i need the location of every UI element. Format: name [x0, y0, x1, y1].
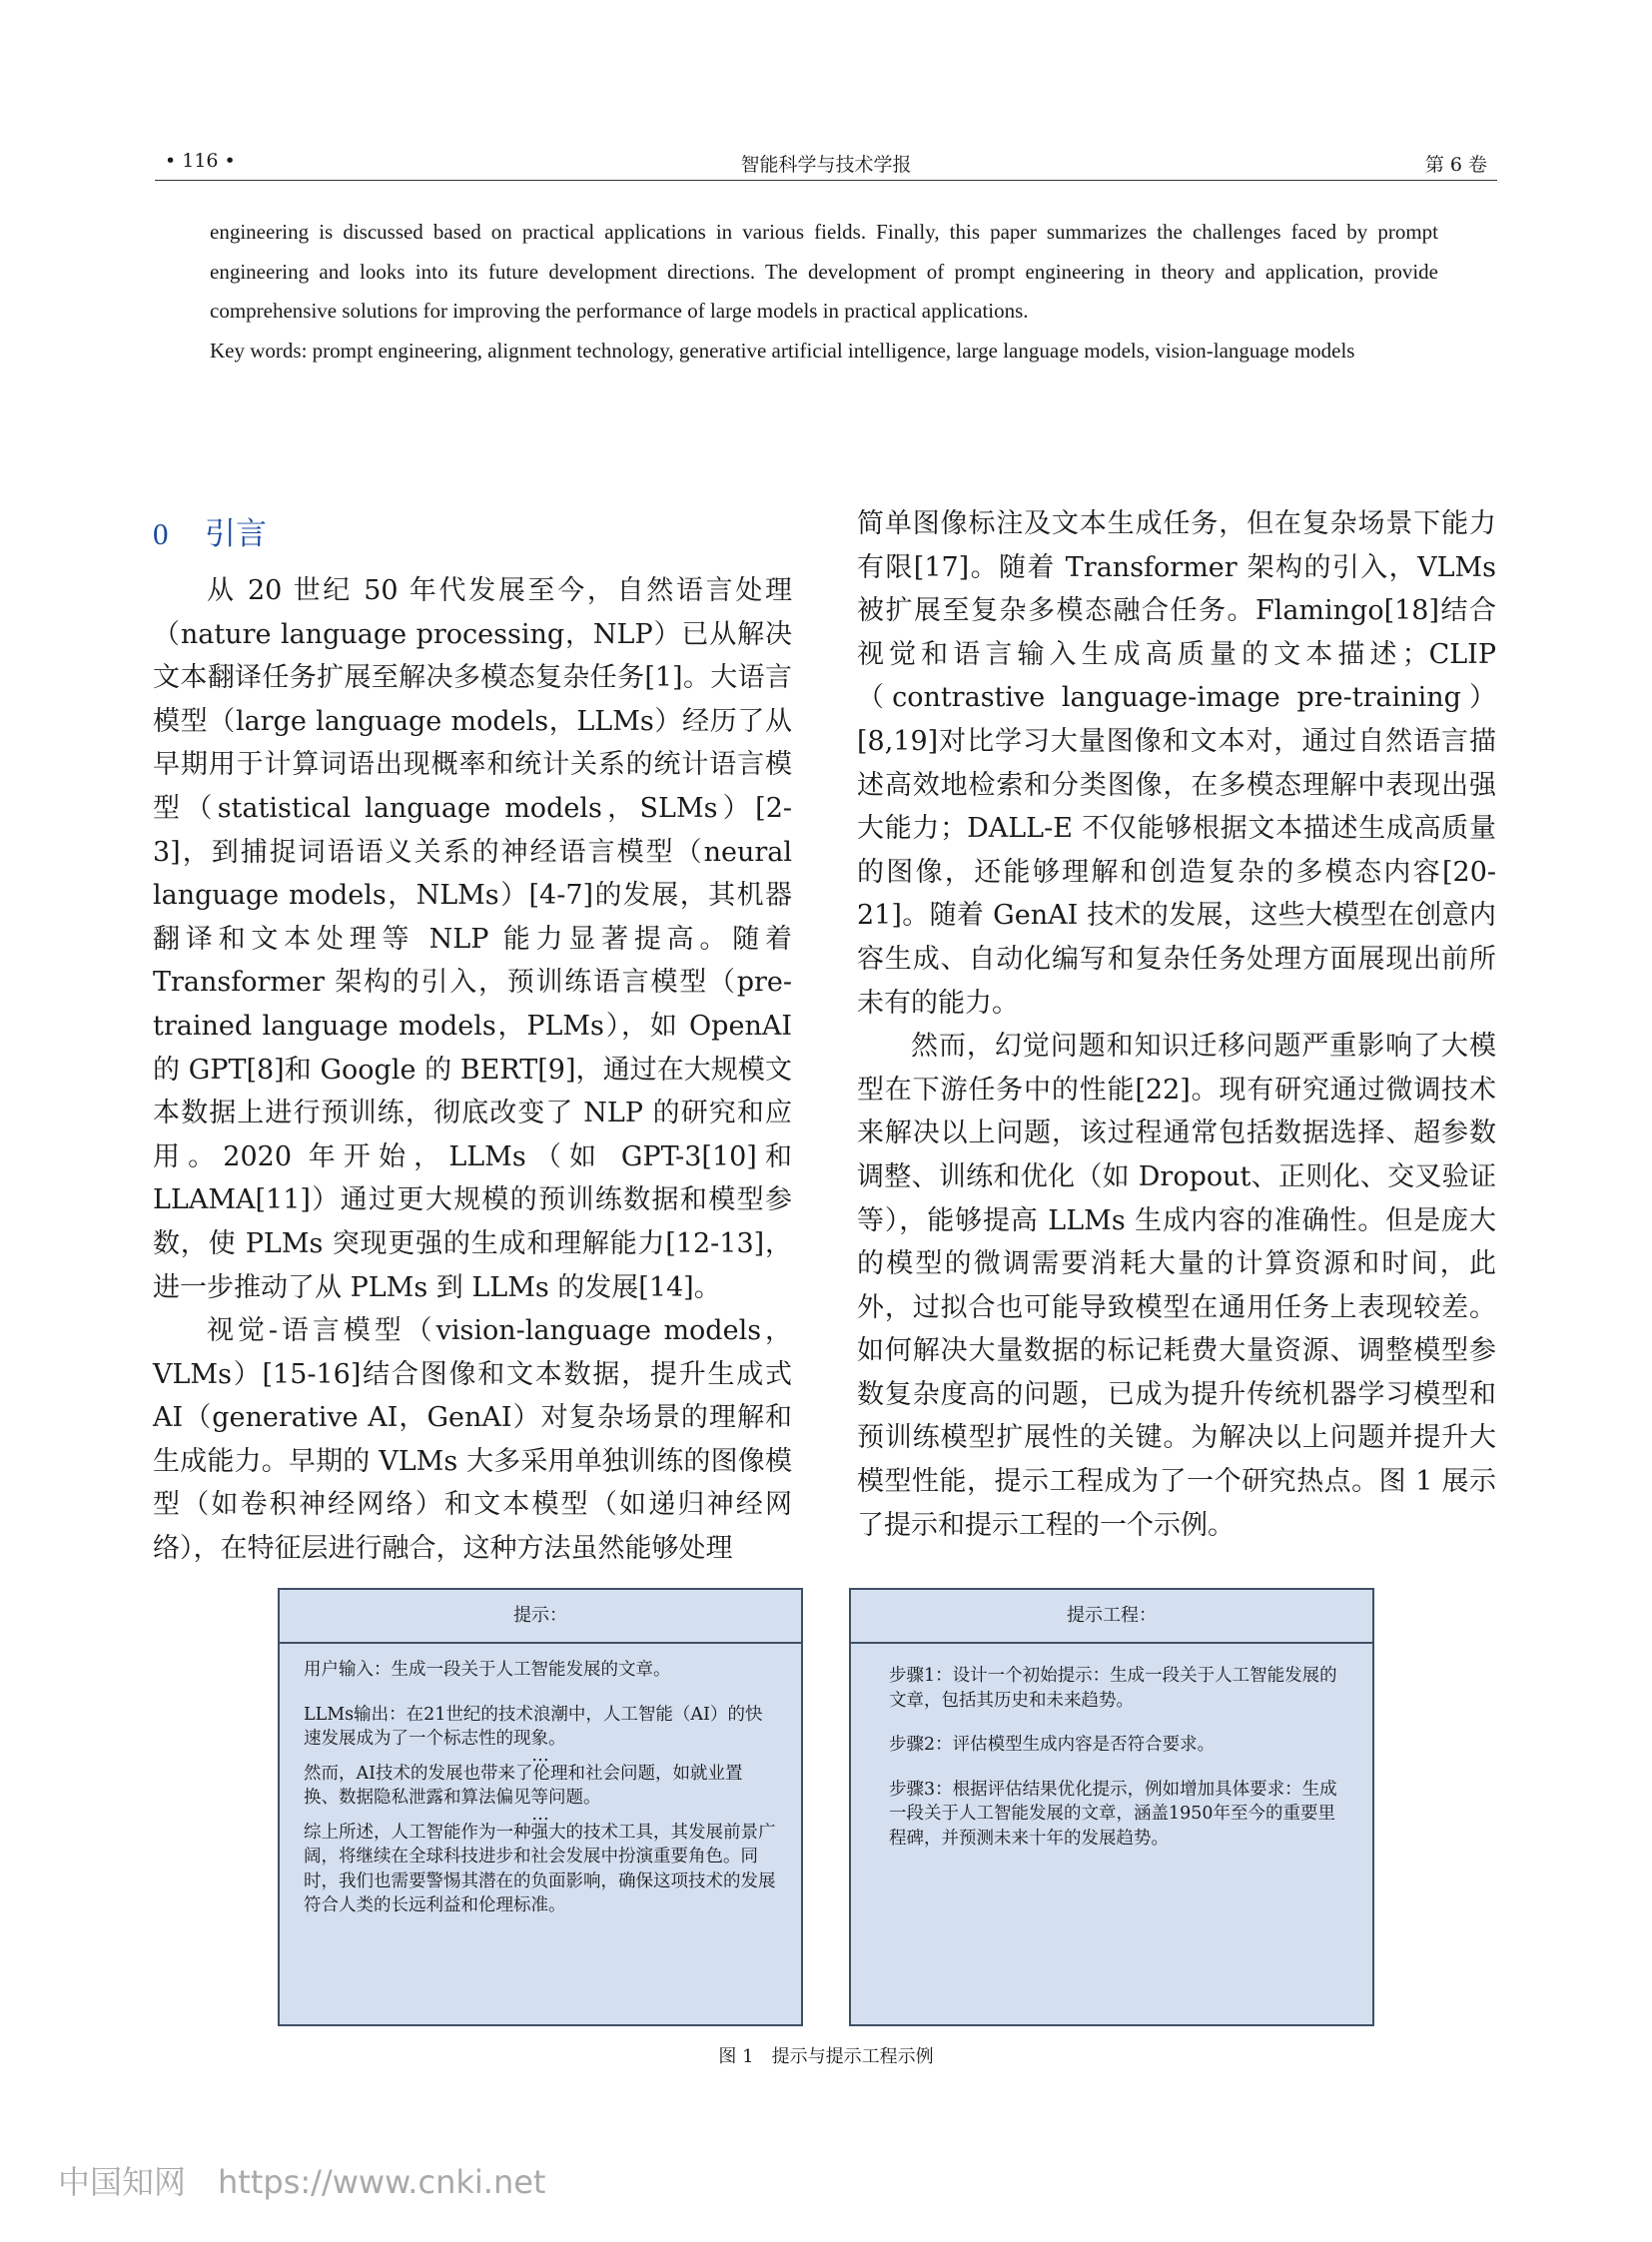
keywords: Key words: prompt engineering, alignment technology, generative artificial intelligence, large language models, vision-language models [210, 338, 1355, 363]
llm-output-paragraph-3: 综上所述，人工智能作为一种强大的技术工具，其发展前景广阔，将继续在全球科技进步和社会发展中扮演重要角色。同时，我们也需要警惕其潜在的负面影响，确保这项技术的发展符合人类的长远利益和伦理标准。 [304, 1822, 776, 1915]
volume-label: 第 6 卷 [1424, 154, 1487, 176]
journal-title: 智能科学与技术学报 [740, 154, 912, 176]
prompt-engineering-box-title: 提示工程： [851, 1590, 1372, 1644]
section-number: 0 [153, 516, 169, 551]
intro-paragraph-1: 从 20 世纪 50 年代发展至今，自然语言处理（nature language processing，NLP）已从解决文本翻译任务扩展至解决多模态复杂任务[1]。大语言模型（large language models，LLMs）经历了从早期用于计算词语出现概率和统计关系的统计语言模型（statistical language models，SLMs）[2-3]，到捕捉词语语义关系的神经语言模型（neural language models，NLMs）[4-7]的发展，其机器翻译和文本处理等 NLP 能力显著提高。随着 Transformer 架构的引入，预训练语言模型（pre-trained language models，PLMs），如 OpenAI 的 GPT[8]和 Google 的 BERT[9]，通过在大规模文本数据上进行预训练，彻底改变了 NLP 的研究和应用。2020 年开始，LLMs（如 GPT-3[10]和 LLAMA[11]）通过更大规模的预训练数据和模型参数，使 PLMs 突现更强的生成和理解能力[12-13]，进一步推动了从 PLMs 到 LLMs 的发展[14]。 [153, 575, 792, 1303]
right-column [857, 502, 1496, 1547]
section-title: 引言 [205, 516, 267, 552]
page-number: • 116 • [165, 150, 236, 172]
abstract-paragraph: engineering is discussed based on practical applications in various fields. Finally, this paper summarizes the challenges faced by prompt engineering and looks into its future development directions. The development of prompt engineering in theory and application, provide comprehensive solutions for improving the performance of large models in practical applications. [210, 220, 1438, 323]
watermark-site-name: 中国知网 [58, 2163, 187, 2201]
left-column [153, 509, 792, 1571]
prompt-engineering-box-content [851, 1644, 1372, 1851]
prompt-box-content [280, 1644, 801, 1918]
english-abstract [210, 213, 1438, 371]
prompt-engineering-box [849, 1588, 1374, 2026]
step-1-text: 步骤1：设计一个初始提示：生成一段关于人工智能发展的文章，包括其历史和未来趋势。 [889, 1666, 1337, 1711]
intro-paragraph-2: 视觉-语言模型（vision-language models，VLMs）[15-16]结合图像和文本数据，提升生成式 AI（generative AI，GenAI）对复杂场景的理解和生成能力。早期的 VLMs 大多采用单独训练的图像模型（如卷积神经网络）和文本模型（如递归神经网络），在特征层进行融合，这种方法虽然能够处理 [153, 1315, 792, 1565]
prompt-box-title: 提示： [280, 1590, 801, 1644]
llm-output-paragraph-2: 然而，AI技术的发展也带来了伦理和社会问题，如就业置换、数据隐私泄露和算法偏见等问题。 [304, 1763, 743, 1808]
intro-paragraph-2-continued: 简单图像标注及文本生成任务，但在复杂场景下能力有限[17]。随着 Transformer 架构的引入，VLMs 被扩展至复杂多模态融合任务。Flamingo[18]结合视觉和语言输入生成高质量的文本描述；CLIP（contrastive language-image pre-training）[8,19]对比学习大量图像和文本对，通过自然语言描述高效地检索和分类图像，在多模态理解中表现出强大能力；DALL-E 不仅能够根据文本描述生成高质量的图像，还能够理解和创造复杂的多模态内容[20-21]。随着 GenAI 技术的发展，这些大模型在创意内容生成、自动化编写和复杂任务处理方面展现出前所未有的能力。 [857, 508, 1496, 1019]
watermark-url: https://www.cnki.net [218, 2163, 546, 2201]
running-header [155, 150, 1497, 181]
user-input-text: 用户输入：生成一段关于人工智能发展的文章。 [304, 1660, 671, 1680]
figure-caption: 图 1 提示与提示工程示例 [718, 2046, 934, 2067]
section-heading [153, 509, 792, 559]
ellipsis-1: … [531, 1745, 549, 1766]
step-2-text: 步骤2：评估模型生成内容是否符合要求。 [889, 1735, 1216, 1755]
cnki-watermark [58, 2157, 545, 2203]
llm-output-text: LLMs输出：在21世纪的技术浪潮中，人工智能（AI）的快速发展成为了一个标志性的现象。 [304, 1704, 763, 1749]
prompt-box [278, 1588, 803, 2026]
step-3-text: 步骤3：根据评估结果优化提示，例如增加具体要求：生成一段关于人工智能发展的文章，涵盖1950年至今的重要里程碑，并预测未来十年的发展趋势。 [889, 1779, 1337, 1849]
ellipsis-2: … [531, 1804, 549, 1825]
intro-paragraph-3: 然而，幻觉问题和知识迁移问题严重影响了大模型在下游任务中的性能[22]。现有研究通过微调技术来解决以上问题，该过程通常包括数据选择、超参数调整、训练和优化（如 Dropout、正则化、交叉验证等），能够提高 LLMs 生成内容的准确性。但是庞大的模型的微调需要消耗大量的计算资源和时间，此外，过拟合也可能导致模型在通用任务上表现较差。如何解决大量数据的标记耗费大量资源、调整模型参数复杂度高的问题，已成为提升传统机器学习模型和预训练模型扩展性的关键。为解决以上问题并提升大模型性能，提示工程成为了一个研究热点。图 1 展示了提示和提示工程的一个示例。 [857, 1031, 1496, 1541]
